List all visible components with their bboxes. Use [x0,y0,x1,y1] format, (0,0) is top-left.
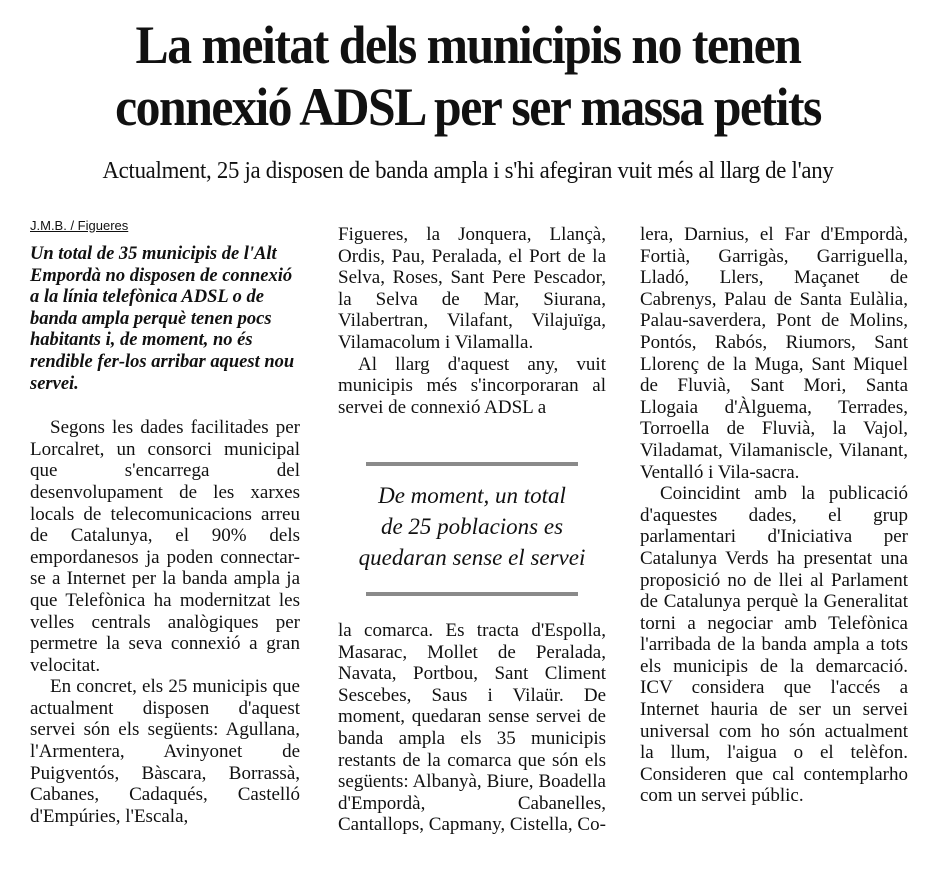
pull-quote-line: de 25 poblacions es [380,514,564,539]
body-paragraph: lera, Darnius, el Far d'Empordà, Fortià, Garrigàs, Garriguella, Lladó, Llers, Maçanet de Cabrenys, Palau de Santa Eulàlia, Palau-saverdera, Pont de Molins, Pontós, Rabós, Riumors, Sant Llorenç de la Muga, Sant Miquel de Fluvià, Sant Mori, Santa Llogaia d'Àlguema, Terrades, Torroella de Fluvià, la Vajol, Viladamat, Vilamaniscle, Vilanant, Ventalló i Vila-sacra. [640,224,908,483]
pull-quote-line: De moment, un total [378,483,566,508]
body-paragraph: Al llarg d'aquest any, vuit municipis més s'incorporaran al servei de connexió ADSL a [338,353,606,418]
body-paragraph: En concret, els 25 municipis que actualment disposen d'aquest servei són els següents: Agullana, l'Armentera, Avinyonet de Puigventós, Bàscara, Borrassà, Cabanes, Cadaqués, Castelló d'Empúries, l'Escala, [30,676,300,827]
pull-quote [338,480,606,573]
column-2-top [338,224,606,418]
body-paragraph: Coincidint amb la publicació d'aquestes dades, el grup parlamentari d'Iniciativa per Catalunya Verds ha presentat una proposició no de llei al Parlament de Catalunya perquè la Generalitat torni a negociar amb Telefònica l'arribada de la banda ampla a tots els municipis de la demarcació. ICV considera que l'accés a Internet hauria de ser un servei universal com ho són actualment la llum, l'aigua o el telèfon. Consideren que cal contemplarho com un servei públic. [640,483,908,807]
pull-quote-top-rule [366,462,578,466]
body-paragraph: Figueres, la Jonquera, Llançà, Ordis, Pau, Peralada, el Port de la Selva, Roses, Sant Pere Pescador, la Selva de Mar, Siurana, Vilabertran, Vilafant, Vilajuïga, Vilamacolum i Vilamalla. [338,224,606,353]
headline [37,14,898,138]
column-1 [30,244,300,827]
column-3 [640,224,908,807]
lead-paragraph: Un total de 35 municipis de l'Alt Empordà no disposen de connexió a la línia telefònica ADSL o de banda ampla perquè tenen pocs habitants i, de moment, no és rendible fer-los arribar aquest nou servei. [30,244,295,394]
body-paragraph: la comarca. Es tracta d'Espolla, Masarac, Mollet de Peralada, Navata, Portbou, Sant Climent Sescebes, Saus i Vilaür. De moment, quedaran sense servei de banda ampla els 35 municipis restants de la comarca que són els següents: Albanyà, Biure, Boadella d'Empordà, Cabanelles, Cantallops, Capmany, Cistella, Co- [338,620,606,836]
subheadline: Actualment, 25 ja disposen de banda ampla i s'hi afegiran vuit més al llarg de l'any [102,158,834,184]
pull-quote-bottom-rule [366,592,578,596]
headline-line-2: connexió ADSL per ser massa petits [115,77,821,137]
byline: J.M.B. / Figueres [30,218,129,233]
pull-quote-line: quedaran sense el servei [358,545,586,570]
column-2-bottom [338,620,606,836]
body-paragraph: Segons les dades facilitades per Lorcalret, un consorci municipal que s'encarrega del desenvolupament de les xarxes locals de telecomunicacions arreu de Catalunya, el 90% dels empordanesos ja poden connectar-se a Internet per la banda ampla ja que Telefònica ha modernitzat les velles centrals analògiques per permetre la seva connexió a gran velocitat. [30,417,300,676]
headline-line-1: La meitat dels municipis no tenen [135,15,801,75]
